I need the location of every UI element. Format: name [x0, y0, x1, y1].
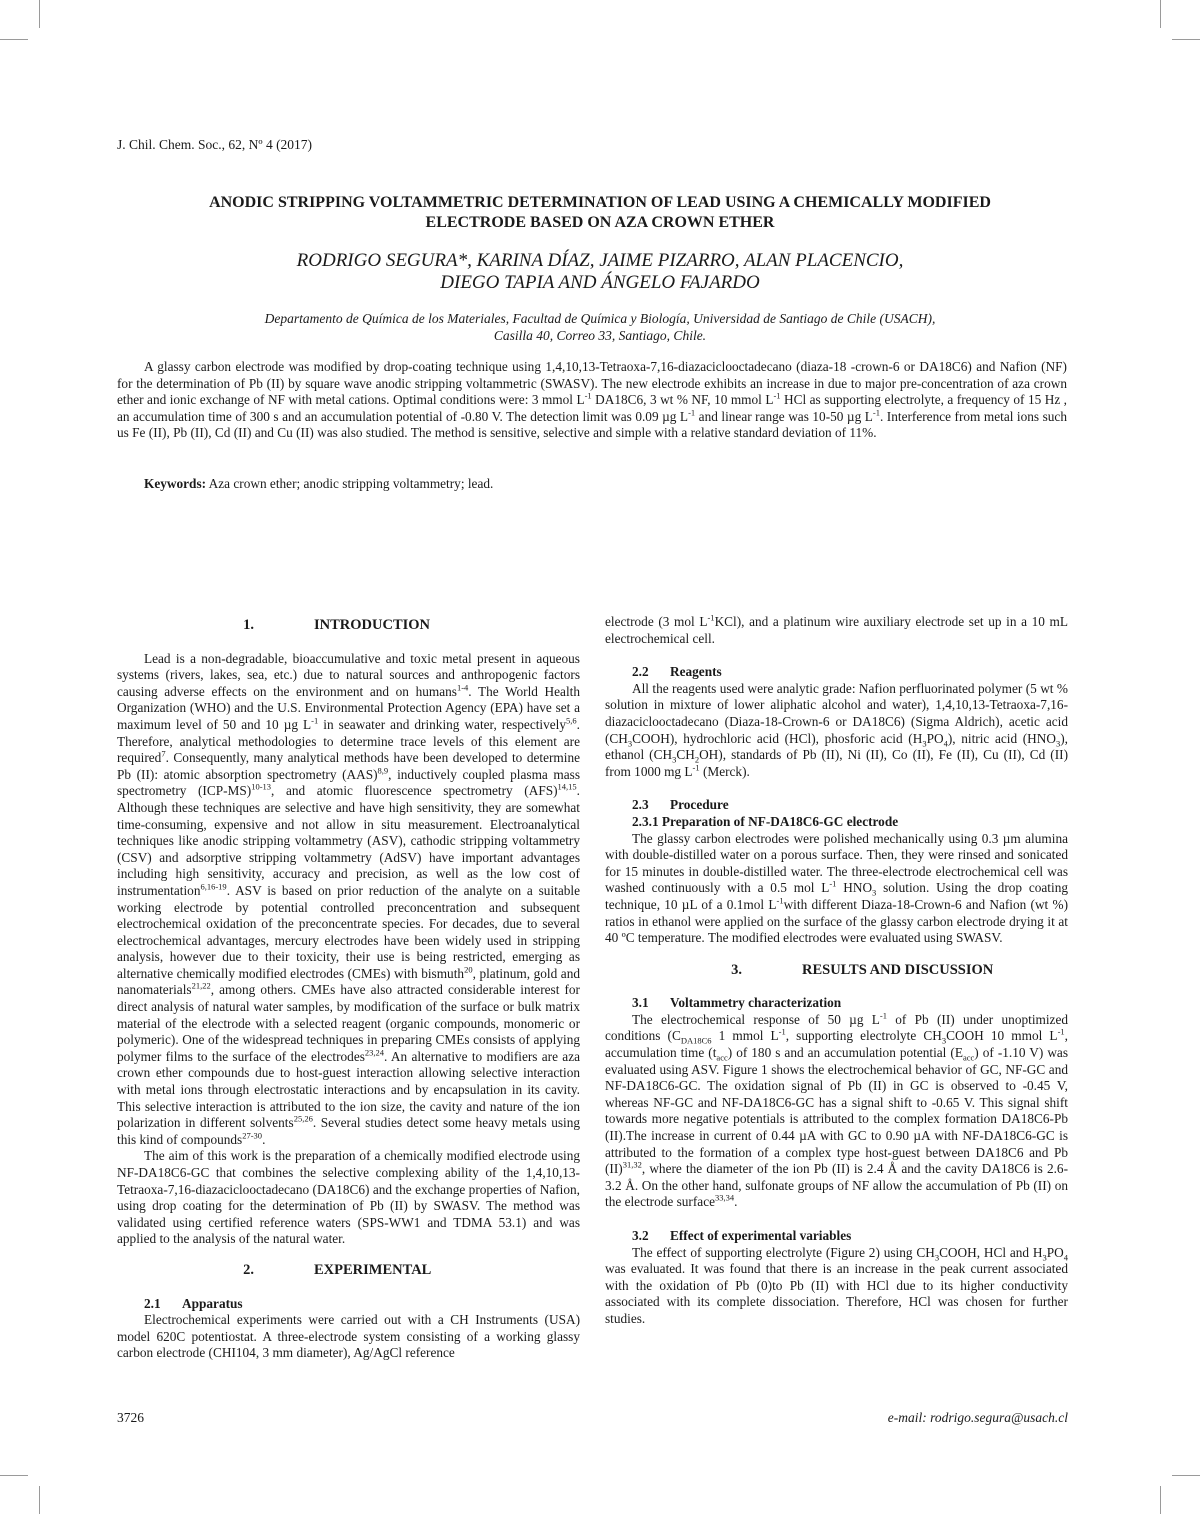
- apparatus-paragraph: Electrochemical experiments were carried out with a CH Instruments (USA) model 620C potentiostat. A three-electrode system consisting of a working glassy carbon electrode (CHI104, 3 mm diameter), Ag/AgCl reference: [117, 1312, 580, 1361]
- intro-paragraph: The aim of this work is the preparation of a chemically modified electrode using NF-DA18C6-GC that combines the selective complexing ability of the 1,4,10,13-Tetraoxa-7,16-diazaciclooctadecano (DA18C6) and the exchange properties of Nafion, using drop coating for the determination of Pb (II) by SWASV. The method was validated using certified reference waters (SPS-WW1 and TDMA 53.1) and was applied to the analysis of the natural water.: [117, 1148, 580, 1247]
- keywords-text: Aza crown ether; anodic stripping voltammetry; lead.: [206, 476, 494, 491]
- journal-header: J. Chil. Chem. Soc., 62, Nº 4 (2017): [117, 137, 313, 152]
- affiliation-line: Departamento de Química de los Materiales, Facultad de Química y Biología, Universidad de Santiago de Chile (USACH),: [264, 311, 936, 326]
- subsection-heading-voltammetry: 3.1 Voltammetry characterization: [632, 995, 842, 1011]
- crop-mark: [1160, 0, 1161, 28]
- crop-mark: [1172, 1475, 1200, 1476]
- reagents-paragraph: All the reagents used were analytic grade: Nafion perfluorinated polymer (5 wt % solution in mixture of lower aliphatic alcohol and water), 1,4,10,13-Tetraoxa-7,16-diazaciclooctadecano (Diaza-18-Crown-6 or DA18C6) (Sigma Aldrich), acetic acid $(CH_3COOH)$, hydrochloric acid (HCl), phosforic acid $(H_3PO_4)$, nitric acid $(HNO_3)$, ethanol $(CH_3CH_2OH)$, standards of Pb (II), Ni (II), Co (II), Fe (II), Cu (II), Cd (II) from 1000 mg $L^{-1}$ (Merck).: [605, 680, 1069, 779]
- crop-mark: [1160, 1486, 1161, 1514]
- subsection-heading-procedure: 2.3 Procedure: [632, 797, 729, 813]
- author-line: DIEGO TAPIA AND ÁNGELO FAJARDO: [440, 272, 760, 293]
- crop-mark: [1172, 39, 1200, 40]
- crop-mark: [0, 1475, 28, 1476]
- affiliation-line: Casilla 40, Correo 33, Santiago, Chile.: [493, 328, 707, 343]
- paper-title: [100, 193, 1100, 233]
- apparatus-paragraph-continued: electrode (3 mol $L^{-1}KCl$), and a platinum wire auxiliary electrode set up in a 10 mL electrochemical cell.: [605, 612, 1068, 646]
- keywords-label: Keywords:: [144, 476, 207, 491]
- author-line: RODRIGO SEGURA*, KARINA DÍAZ, JAIME PIZARRO, ALAN PLACENCIO,: [296, 250, 904, 271]
- subsection-heading-effect: 3.2 Effect of experimental variables: [632, 1228, 852, 1243]
- effect-paragraph: The effect of supporting electrolyte (Figure 2) using $CH_3COOH$, HCl and $H_3PO_4$ was evaluated. It was found that there is an increase in the peak current associated with the oxidation of Pb (0)to Pb (II) with HCl due to its higher conductivity associated with its complete dissociation. Therefore, HCl was chosen for further studies.: [605, 1244, 1068, 1326]
- page-number: 3726: [117, 1410, 144, 1425]
- left-column: [117, 614, 580, 1362]
- section-heading-experimental: 2. EXPERIMENTAL: [243, 1261, 432, 1278]
- subsection-heading-reagents: 2.2 Reagents: [632, 664, 722, 680]
- affiliation: [100, 310, 1100, 344]
- section-heading-introduction: 1. INTRODUCTION: [243, 617, 431, 633]
- subsection-heading-apparatus: 2.1 Apparatus: [144, 1295, 243, 1311]
- paper-title-line: ELECTRODE BASED ON AZA CROWN ETHER: [425, 214, 775, 231]
- paper-title-line: ANODIC STRIPPING VOLTAMMETRIC DETERMINATION OF LEAD USING A CHEMICALLY MODIFIED: [209, 194, 991, 211]
- voltammetry-paragraph: The electrochemical response of 50 µg $L^{-1}$ of Pb (II) under unoptimized conditions ($C_{DA18C6}$ 1 mmol $L^{-1}$, supporting electrolyte $CH_3COOH$ 10 mmol $L^{-1}$, accumulation time $(t_{acc})$ of 180 s and an accumulation potential $(E_{acc})$ of -1.10 V) was evaluated using ASV. Figure 1 shows the electrochemical behavior of GC, NF-GC and NF-DA18C6-GC. The oxidation signal of Pb (II) in GC is observed to -0.45 V, whereas NF-GC and NF-DA18C6-GC has a signal shift to -0.65 V. This signal shift towards more negative potentials is attributed to the complex formation DA18C6-Pb (II).The increase in current of 0.44 µA with GC to 0.90 µA with NF-DA18C6-GC is attributed to the formation of a complex type host-guest between DA18C6 and Pb (II)$^{31,32}$, where the diameter of the ion Pb (II) is 2.4 Å and the cavity DA18C6 is 2.6-3.2 Å. On the other hand, sulfonate groups of NF allow the accumulation of Pb (II) on the electrode surface$^{33,34}$.: [605, 1010, 1069, 1210]
- crop-mark: [39, 1486, 40, 1514]
- procedure-paragraph: The glassy carbon electrodes were polished mechanically using 0.3 µm alumina with double-distilled water on a porous surface. Then, they were rinsed and sonicated for 15 minutes in double-distilled water. The three-electrode electrochemical cell was washed continuously with a 0.5 mol $L^{-1}$ $HNO_3$ solution. Using the drop coating technique, 10 µL of a 0.1mol $L^{-1}with$ different Diaza-18-Crown-6 and Nafion (wt %) ratios in ethanol were applied on the surface of the glassy carbon electrode drying it at 40 ºC temperature. The modified electrodes were evaluated using SWASV.: [605, 830, 1068, 946]
- intro-paragraph: Lead is a non-degradable, bioaccumulative and toxic metal present in aqueous systems (rivers, lakes, sea, etc.) due to natural sources and anthropogenic factors causing adverse effects on the environment and on humans$^{1-4}$. The World Health Organization (WHO) and the U.S. Environmental Protection Agency (EPA) have set a maximum level of 50 and 10 µg $L^{-1}$ in seawater and drinking water, respectively$^{5,6}$. Therefore, analytical methodologies to determine trace levels of this element are required$^7$. Consequently, many analytical methods have been developed to determine Pb (II): atomic absorption spectrometry (AAS)$^{8,9}$, inductively coupled plasma mass spectrometry $(ICP-MS)^{10-13}$, and atomic fluorescence spectrometry (AFS)$^{14,15}$. Although these techniques are selective and have high sensitivity, they are somewhat time-consuming, expensive and not allow in situ measurement. Electroanalytical techniques like anodic stripping voltammetry (ASV), cathodic stripping voltammetry (CSV) and adsorptive stripping voltammetry (AdSV) have important advantages including high sensitivity, accuracy and precision, as well as the low cost of instrumentation$^{6,16-19}$. ASV is based on prior reduction of the analyte on a suitable working electrode by potential controlled preconcentration and subsequent electrochemical oxidation of the preconcentrate species. For decades, due to several electrochemical advantages, mercury electrodes have been widely used in stripping analysis, however due to their toxicity, their use is being restricted, emerging as alternative chemically modified electrodes (CMEs) with bismuth$^{20}$, platinum, gold and nanomaterials$^{21,22}$, among others. CMEs have also attracted considerable interest for direct analysis of natural water samples, by modification of the surface or bulk matrix material of the electrode with a selected reagent (organic compounds, monomeric or polymeric). One of the widespread techniques in preparing CMEs consists of applying polymer films to the surface of the electrodes$^{23,24}$. An alternative to modifiers are aza crown ether compounds due to host-guest interaction allowing selective interaction with metal ions through electrostatic interactions and by encapsulation in its cavity. This selective interaction is attributed to the ion size, the cavity and nature of the ion polarization in different solvents$^{25,26}$. Several studies detect some heavy metals using this kind of compounds$^{27-30}$.: [117, 650, 581, 1147]
- subsubsection-heading-preparation: 2.3.1 Preparation of NF-DA18C6-GC electrode: [632, 813, 899, 829]
- keywords: [144, 476, 493, 492]
- crop-mark: [39, 0, 40, 28]
- abstract: A glassy carbon electrode was modified by drop-coating technique using 1,4,10,13-Tetraoxa-7,16-diazaciclooctadecano (diaza-18 -crown-6 or DA18C6) and Nafion (NF) for the determination of Pb (II) by square wave anodic stripping voltammetric (SWASV). The new electrode exhibits an increase in due to major pre-concentration of aza crown ether and ionic exchange of NF with metal cations. Optimal conditions were: 3 mmol $L^{-1}$ DA18C6, 3 wt % NF, 10 mmol $L^{-1}$ HCl as supporting electrolyte, a frequency of 15 Hz , an accumulation time of 300 s and an accumulation potential of -0.80 V. The detection limit was 0.09 µg $L^{-1}$ and linear range was 10-50 µg $L^{-1}$. Interference from metal ions such us Fe (II), Pb (II), Cd (II) and Cu (II) was also studied. The method is sensitive, selective and simple with a relative standard deviation of 11%.: [117, 359, 1068, 440]
- section-heading-results: 3. RESULTS AND DISCUSSION: [731, 961, 994, 978]
- author-email: e-mail: rodrigo.segura@usach.cl: [887, 1410, 1068, 1425]
- crop-mark: [0, 39, 28, 40]
- author-list: [100, 250, 1100, 294]
- right-column: [605, 614, 1068, 1328]
